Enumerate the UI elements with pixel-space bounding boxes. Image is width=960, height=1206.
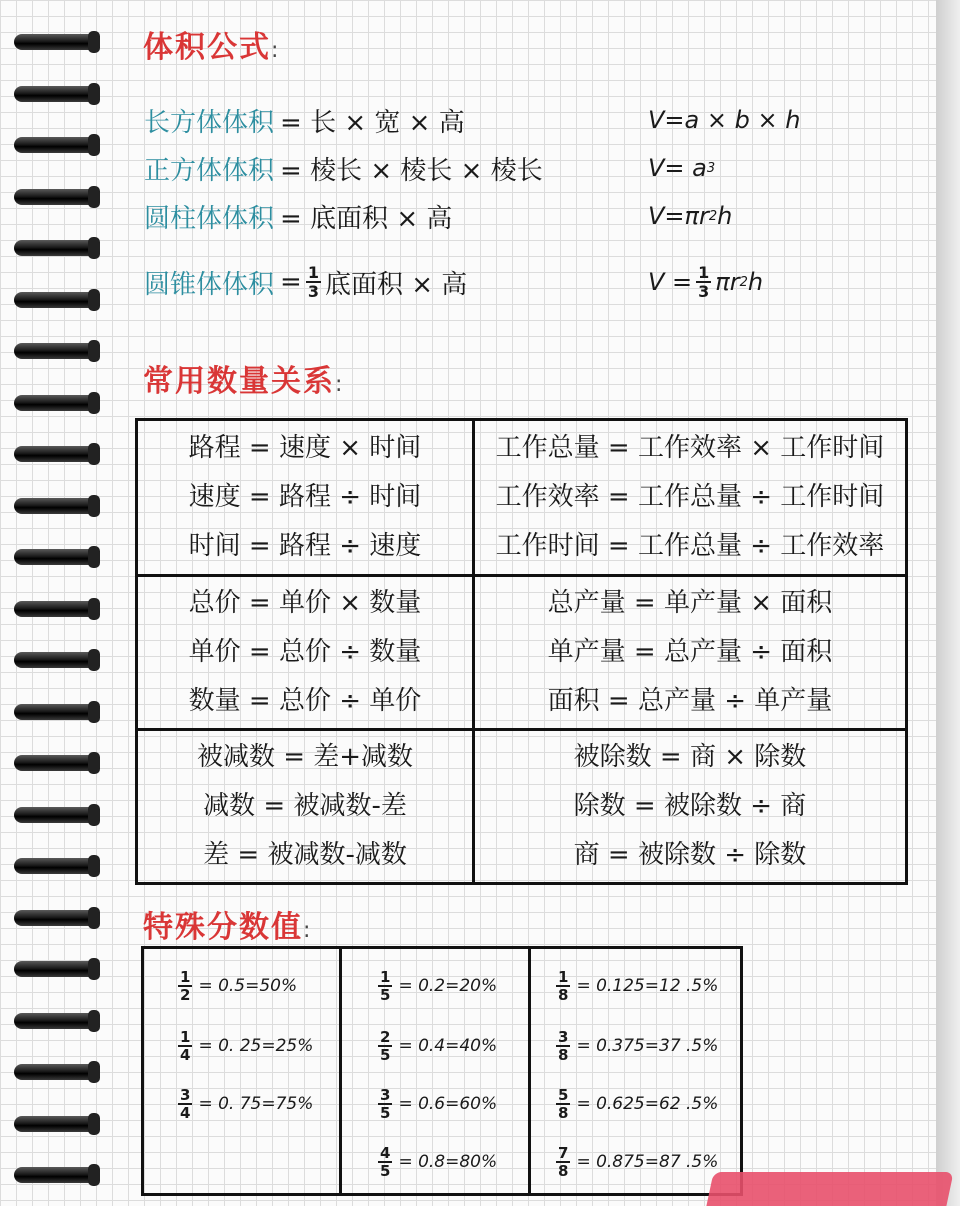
fraction-item bbox=[374, 1087, 497, 1121]
relations-cell bbox=[138, 731, 472, 882]
fraction-denominator: 4 bbox=[180, 1104, 191, 1122]
volume-label: 圆锥体体积 bbox=[144, 269, 275, 300]
fraction bbox=[696, 264, 711, 300]
volume-label: 圆柱体体积 bbox=[144, 203, 275, 234]
volume-formula bbox=[648, 100, 800, 140]
spiral-ring bbox=[14, 86, 98, 102]
fraction bbox=[378, 969, 392, 1003]
fraction-numerator: 4 bbox=[380, 1144, 391, 1162]
fraction-denominator: 5 bbox=[380, 1046, 391, 1064]
spiral-ring bbox=[14, 292, 98, 308]
spiral-ring bbox=[14, 549, 98, 565]
relations-heading: 常用数量关系: bbox=[143, 364, 345, 399]
formula-text: h bbox=[747, 268, 764, 296]
fractions-table bbox=[141, 946, 743, 1196]
fraction-value: = 0.6=60% bbox=[398, 1094, 498, 1114]
relation-line: 商 = 被除数 ÷ 除数 bbox=[573, 840, 807, 870]
fraction-denominator: 3 bbox=[307, 282, 319, 301]
formula-text: πr bbox=[715, 268, 740, 296]
fraction bbox=[556, 969, 570, 1003]
spiral-ring bbox=[14, 189, 98, 205]
relation-line: 工作时间 = 工作总量 ÷ 工作效率 bbox=[495, 531, 885, 561]
table-divider bbox=[528, 949, 531, 1193]
relations-cell bbox=[138, 577, 472, 728]
fraction bbox=[556, 1145, 570, 1179]
relation-line: 速度 = 路程 ÷ 时间 bbox=[188, 482, 422, 512]
formula-exponent: 2 bbox=[739, 274, 748, 290]
fraction bbox=[378, 1029, 392, 1063]
spiral-ring bbox=[14, 395, 98, 411]
fraction-numerator: 1 bbox=[558, 968, 569, 986]
fraction-denominator: 3 bbox=[698, 282, 710, 301]
relation-line: 面积 = 总产量 ÷ 单产量 bbox=[547, 686, 833, 716]
spiral-ring bbox=[14, 240, 98, 256]
fraction-numerator: 1 bbox=[180, 968, 191, 986]
spiral-ring bbox=[14, 807, 98, 823]
spiral-ring bbox=[14, 858, 98, 874]
spiral-ring bbox=[14, 1167, 98, 1183]
relations-table bbox=[135, 418, 908, 885]
fraction bbox=[378, 1087, 392, 1121]
relation-line: 除数 = 被除数 ÷ 商 bbox=[573, 791, 807, 821]
spiral-ring bbox=[14, 1064, 98, 1080]
volume-row-cylinder bbox=[144, 196, 452, 236]
spiral-ring bbox=[14, 1116, 98, 1132]
formula-exponent: 2 bbox=[708, 208, 718, 224]
fraction-numerator: 5 bbox=[558, 1086, 569, 1104]
relation-line: 时间 = 路程 ÷ 速度 bbox=[188, 531, 422, 561]
fraction-value: = 0.2=20% bbox=[398, 976, 498, 996]
watermelon-corner-decoration bbox=[706, 1172, 953, 1206]
spiral-ring bbox=[14, 343, 98, 359]
formula-text: V=πr bbox=[648, 202, 709, 230]
volume-heading: 体积公式: bbox=[143, 30, 281, 65]
spiral-ring bbox=[14, 34, 98, 50]
fraction-value: = 0.8=80% bbox=[398, 1152, 498, 1172]
fraction-numerator: 3 bbox=[380, 1086, 391, 1104]
spiral-ring bbox=[14, 498, 98, 514]
fraction-denominator: 2 bbox=[180, 986, 191, 1004]
spiral-ring bbox=[14, 652, 98, 668]
volume-label: 正方体体积 bbox=[144, 155, 275, 186]
formula-exponent: 3 bbox=[706, 160, 716, 176]
fraction-value: = 0.875=87 .5% bbox=[576, 1152, 719, 1172]
volume-label: 长方体体积 bbox=[144, 107, 275, 138]
fraction-denominator: 8 bbox=[558, 1046, 569, 1064]
relations-title: 常用数量关系 bbox=[143, 364, 335, 399]
relations-cell bbox=[475, 577, 905, 728]
volume-title: 体积公式 bbox=[143, 30, 271, 65]
fraction-numerator: 3 bbox=[180, 1086, 191, 1104]
fraction-value: = 0.375=37 .5% bbox=[576, 1036, 719, 1056]
fraction-numerator: 1 bbox=[307, 263, 319, 282]
relation-line: 单产量 = 总产量 ÷ 面积 bbox=[547, 637, 833, 667]
fraction bbox=[178, 969, 192, 1003]
fraction-value: = 0. 25=25% bbox=[198, 1036, 314, 1056]
spiral-ring bbox=[14, 137, 98, 153]
fraction-value: = 0.625=62 .5% bbox=[576, 1094, 719, 1114]
page-edge bbox=[936, 0, 960, 1206]
fraction-denominator: 8 bbox=[558, 1104, 569, 1122]
table-divider bbox=[339, 949, 342, 1193]
fraction bbox=[556, 1087, 570, 1121]
fraction bbox=[178, 1029, 192, 1063]
volume-row-cuboid bbox=[144, 100, 465, 140]
fractions-heading: 特殊分数值: bbox=[143, 910, 313, 945]
fraction-item bbox=[174, 969, 297, 1003]
fraction-item bbox=[552, 1087, 718, 1121]
fraction bbox=[556, 1029, 570, 1063]
fraction bbox=[178, 1087, 192, 1121]
relation-line: 差 = 被减数-减数 bbox=[203, 840, 407, 870]
relation-line: 被减数 = 差+减数 bbox=[196, 742, 414, 772]
relation-line: 数量 = 总价 ÷ 单价 bbox=[188, 686, 422, 716]
fraction-numerator: 7 bbox=[558, 1144, 569, 1162]
fraction-numerator: 1 bbox=[180, 1028, 191, 1046]
relations-cell bbox=[475, 421, 905, 574]
volume-expression: = 底面积 × 高 bbox=[280, 203, 453, 234]
fraction bbox=[378, 1145, 392, 1179]
fraction-denominator: 5 bbox=[380, 986, 391, 1004]
spiral-ring bbox=[14, 961, 98, 977]
fraction-denominator: 8 bbox=[558, 986, 569, 1004]
formula-text: V= a bbox=[648, 154, 707, 182]
fraction-value: = 0.125=12 .5% bbox=[576, 976, 719, 996]
fractions-title: 特殊分数值 bbox=[143, 910, 303, 945]
volume-equals: = bbox=[280, 267, 302, 297]
relations-cell bbox=[475, 731, 905, 882]
fraction-item bbox=[552, 1145, 718, 1179]
spiral-ring bbox=[14, 910, 98, 926]
volume-formula bbox=[648, 148, 715, 188]
fraction-value: = 0. 75=75% bbox=[198, 1094, 314, 1114]
fraction-numerator: 1 bbox=[698, 263, 710, 282]
fraction-denominator: 5 bbox=[380, 1104, 391, 1122]
fraction-item bbox=[552, 1029, 718, 1063]
fraction-item bbox=[552, 969, 718, 1003]
volume-expression: = 长 × 宽 × 高 bbox=[280, 107, 465, 138]
fraction-item bbox=[374, 969, 497, 1003]
relation-line: 路程 = 速度 × 时间 bbox=[188, 433, 422, 463]
fraction-value: = 0.5=50% bbox=[198, 976, 298, 996]
spiral-ring bbox=[14, 704, 98, 720]
spiral-ring bbox=[14, 755, 98, 771]
fraction-item bbox=[174, 1087, 313, 1121]
relations-cell bbox=[138, 421, 472, 574]
relation-line: 单价 = 总价 ÷ 数量 bbox=[188, 637, 422, 667]
volume-formula bbox=[648, 196, 732, 236]
volume-formula bbox=[648, 262, 763, 302]
relation-line: 工作效率 = 工作总量 ÷ 工作时间 bbox=[495, 482, 885, 512]
relation-line: 被除数 = 商 × 除数 bbox=[573, 742, 807, 772]
volume-expression: 底面积 × 高 bbox=[324, 269, 468, 300]
volume-expression: = 棱长 × 棱长 × 棱长 bbox=[280, 155, 543, 186]
fraction-numerator: 3 bbox=[558, 1028, 569, 1046]
fraction-denominator: 5 bbox=[380, 1162, 391, 1180]
fraction-denominator: 4 bbox=[180, 1046, 191, 1064]
formula-text: h bbox=[717, 202, 733, 230]
fraction-item bbox=[174, 1029, 313, 1063]
formula-text: V = bbox=[648, 268, 693, 296]
volume-row-cone bbox=[144, 262, 467, 302]
formula-text: V=a × b × h bbox=[648, 106, 801, 134]
fraction-numerator: 1 bbox=[380, 968, 391, 986]
fraction-denominator: 8 bbox=[558, 1162, 569, 1180]
fraction-numerator: 2 bbox=[380, 1028, 391, 1046]
fraction-item bbox=[374, 1145, 497, 1179]
spiral-ring bbox=[14, 1013, 98, 1029]
volume-row-cube bbox=[144, 148, 543, 188]
fraction-item bbox=[374, 1029, 497, 1063]
fraction-value: = 0.4=40% bbox=[398, 1036, 498, 1056]
spiral-ring bbox=[14, 601, 98, 617]
relation-line: 工作总量 = 工作效率 × 工作时间 bbox=[495, 433, 885, 463]
spiral-ring bbox=[14, 446, 98, 462]
relation-line: 总产量 = 单产量 × 面积 bbox=[547, 588, 833, 618]
fraction bbox=[306, 264, 321, 300]
relation-line: 减数 = 被减数-差 bbox=[203, 791, 407, 821]
relation-line: 总价 = 单价 × 数量 bbox=[188, 588, 422, 618]
